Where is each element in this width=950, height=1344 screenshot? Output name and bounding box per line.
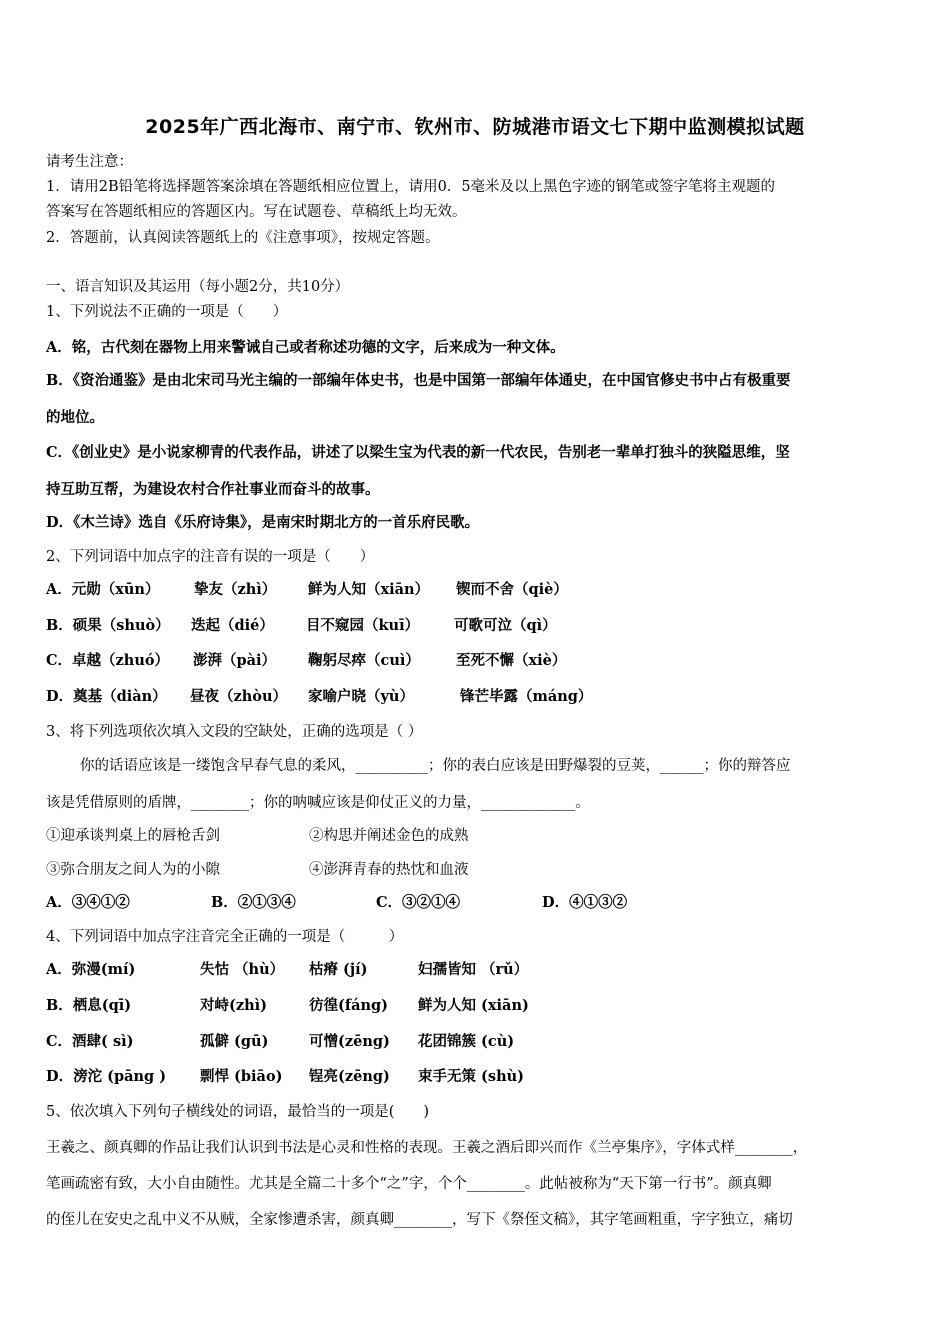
section-heading: 一、语言知识及其运用（每小题2分，共10分） bbox=[46, 279, 350, 295]
q3-passage-line2: 该是凭借原则的盾牌，________；你的呐喊应该是仰仗正义的力量，_____________。 bbox=[46, 795, 590, 811]
q4-b-1: B．栖息(qī) bbox=[46, 997, 132, 1014]
q3-stem: 3、将下列选项依次填入文段的空缺处，正确的选项是（ ） bbox=[46, 724, 423, 740]
notice-line-1: 1．请用2B铅笔将选择题答案涂填在答题纸相应位置上，请用0．5毫米及以上黑色字迹的钢笔或签字笔将主观题的 bbox=[46, 179, 776, 195]
q4-a-4: 妇孺皆知 （rǔ） bbox=[418, 961, 529, 978]
q1-stem: 1、下列说法不正确的一项是（ ） bbox=[46, 304, 288, 320]
q2-b-2: 迭起（dié） bbox=[191, 617, 274, 634]
page-title: 2025年广西北海市、南宁市、钦州市、防城港市语文七下期中监测模拟试题 bbox=[145, 116, 805, 138]
q2-b-1: B．硕果（shuò） bbox=[46, 617, 170, 634]
q2-stem: 2、下列词语中加点字的注音有误的一项是（ ） bbox=[46, 549, 375, 565]
q4-c-1: C．酒肆( sì) bbox=[46, 1033, 134, 1050]
q3-option-2: ②构思并阐述金色的成熟 bbox=[309, 828, 469, 844]
q3-option-4: ④澎湃青春的热忱和血液 bbox=[309, 862, 469, 878]
q1-option-c-line1: C．《创业史》是小说家柳青的代表作品，讲述了以梁生宝为代表的新一代农民，告别老一辈单打独斗的狭隘思维，坚 bbox=[46, 444, 790, 461]
q2-a-2: 挚友（zhì） bbox=[194, 581, 277, 598]
q3-option-1: ①迎承谈判桌上的唇枪舌剑 bbox=[46, 828, 220, 844]
q2-a-3: 鲜为人知（xiān） bbox=[308, 581, 430, 598]
q4-stem: 4、下列词语中加点字注音完全正确的一项是（ ） bbox=[46, 929, 404, 945]
q4-d-2: 剽悍 (biāo) bbox=[200, 1068, 283, 1085]
q4-d-1: D．滂沱 (pāng ) bbox=[46, 1068, 167, 1085]
q2-c-3: 鞠躬尽瘁（cuì） bbox=[308, 652, 420, 669]
q3-choice-d: D．④①③② bbox=[542, 894, 628, 911]
q3-choice-b: B．②①③④ bbox=[211, 894, 296, 911]
q1-option-b-line1: B．《资治通鉴》是由北宋司马光主编的一部编年体史书，也是中国第一部编年体通史，在中国官修史书中占有极重要 bbox=[46, 372, 791, 389]
q3-choice-a: A．③④①② bbox=[46, 894, 130, 911]
notice-line-2: 答案写在答题纸相应的答题区内。写在试题卷、草稿纸上均无效。 bbox=[46, 204, 467, 220]
q3-option-3: ③弥合朋友之间人为的小隙 bbox=[46, 862, 220, 878]
q2-c-1: C．卓越（zhuó） bbox=[46, 652, 170, 669]
q4-c-2: 孤僻 (gū) bbox=[200, 1033, 269, 1050]
q1-option-c-line2: 持互助互帮，为建设农村合作社事业而奋斗的故事。 bbox=[46, 481, 380, 498]
q4-c-4: 花团锦簇 (cù) bbox=[418, 1033, 515, 1050]
q4-a-3: 枯瘠 (jí) bbox=[309, 961, 368, 978]
q5-passage-line3: 的侄儿在安史之乱中义不从贼，全家惨遭杀害，颜真卿________，写下《祭侄文稿》，其字笔画粗重，字字独立，痛切 bbox=[46, 1212, 793, 1228]
q4-d-3: 锃亮(zēng) bbox=[309, 1068, 390, 1085]
q5-stem: 5、依次填入下列句子横线处的词语，最恰当的一项是( ) bbox=[46, 1104, 430, 1120]
q2-c-4: 至死不懈（xiè） bbox=[456, 652, 567, 669]
q2-a-1: A．元勋（xūn） bbox=[46, 581, 160, 598]
q1-option-a: A．铭，古代刻在器物上用来警诫自己或者称述功德的文字，后来成为一种文体。 bbox=[46, 339, 565, 356]
q2-d-4: 锋芒毕露（máng） bbox=[460, 688, 593, 705]
q4-a-1: A．弥漫(mí) bbox=[46, 961, 136, 978]
q3-passage-line1: 你的话语应该是一缕饱含早春气息的柔风，__________；你的表白应该是田野爆裂的豆荚，______；你的辩答应 bbox=[80, 758, 791, 774]
q2-b-3: 目不窥园（kuī） bbox=[306, 617, 420, 634]
q2-b-4: 可歌可泣（qì） bbox=[454, 617, 557, 634]
q2-d-3: 家喻户晓（yù） bbox=[308, 688, 414, 705]
q1-option-d: D．《木兰诗》选自《乐府诗集》，是南宋时期北方的一首乐府民歌。 bbox=[46, 514, 480, 531]
q2-d-1: D．奠基（diàn） bbox=[46, 688, 167, 705]
notice-heading: 请考生注意： bbox=[46, 154, 133, 170]
q2-d-2: 昼夜（zhòu） bbox=[190, 688, 287, 705]
q2-c-2: 澎湃（pài） bbox=[193, 652, 277, 669]
q4-b-4: 鲜为人知 (xiān) bbox=[418, 997, 529, 1014]
q4-b-3: 彷徨(fáng) bbox=[309, 997, 389, 1014]
q4-d-4: 束手无策 (shù) bbox=[418, 1068, 525, 1085]
q4-c-3: 可憎(zēng) bbox=[309, 1033, 390, 1050]
q5-passage-line2: 笔画疏密有致，大小自由随性。尤其是全篇二十多个“之”字，个个________。此帖被称为“天下第一行书”。颜真卿 bbox=[46, 1176, 772, 1192]
q3-choice-c: C．③②①④ bbox=[376, 894, 461, 911]
q2-a-4: 锲而不舍（qiè） bbox=[456, 581, 568, 598]
q4-a-2: 失怙 （hù） bbox=[200, 961, 285, 978]
q4-b-2: 对峙(zhì) bbox=[200, 997, 268, 1014]
q5-passage-line1: 王羲之、颜真卿的作品让我们认识到书法是心灵和性格的表现。王羲之酒后即兴而作《兰亭集序》，字体式样________， bbox=[46, 1140, 808, 1156]
q1-option-b-line2: 的地位。 bbox=[46, 409, 104, 426]
notice-line-3: 2．答题前，认真阅读答题纸上的《注意事项》，按规定答题。 bbox=[46, 230, 440, 246]
